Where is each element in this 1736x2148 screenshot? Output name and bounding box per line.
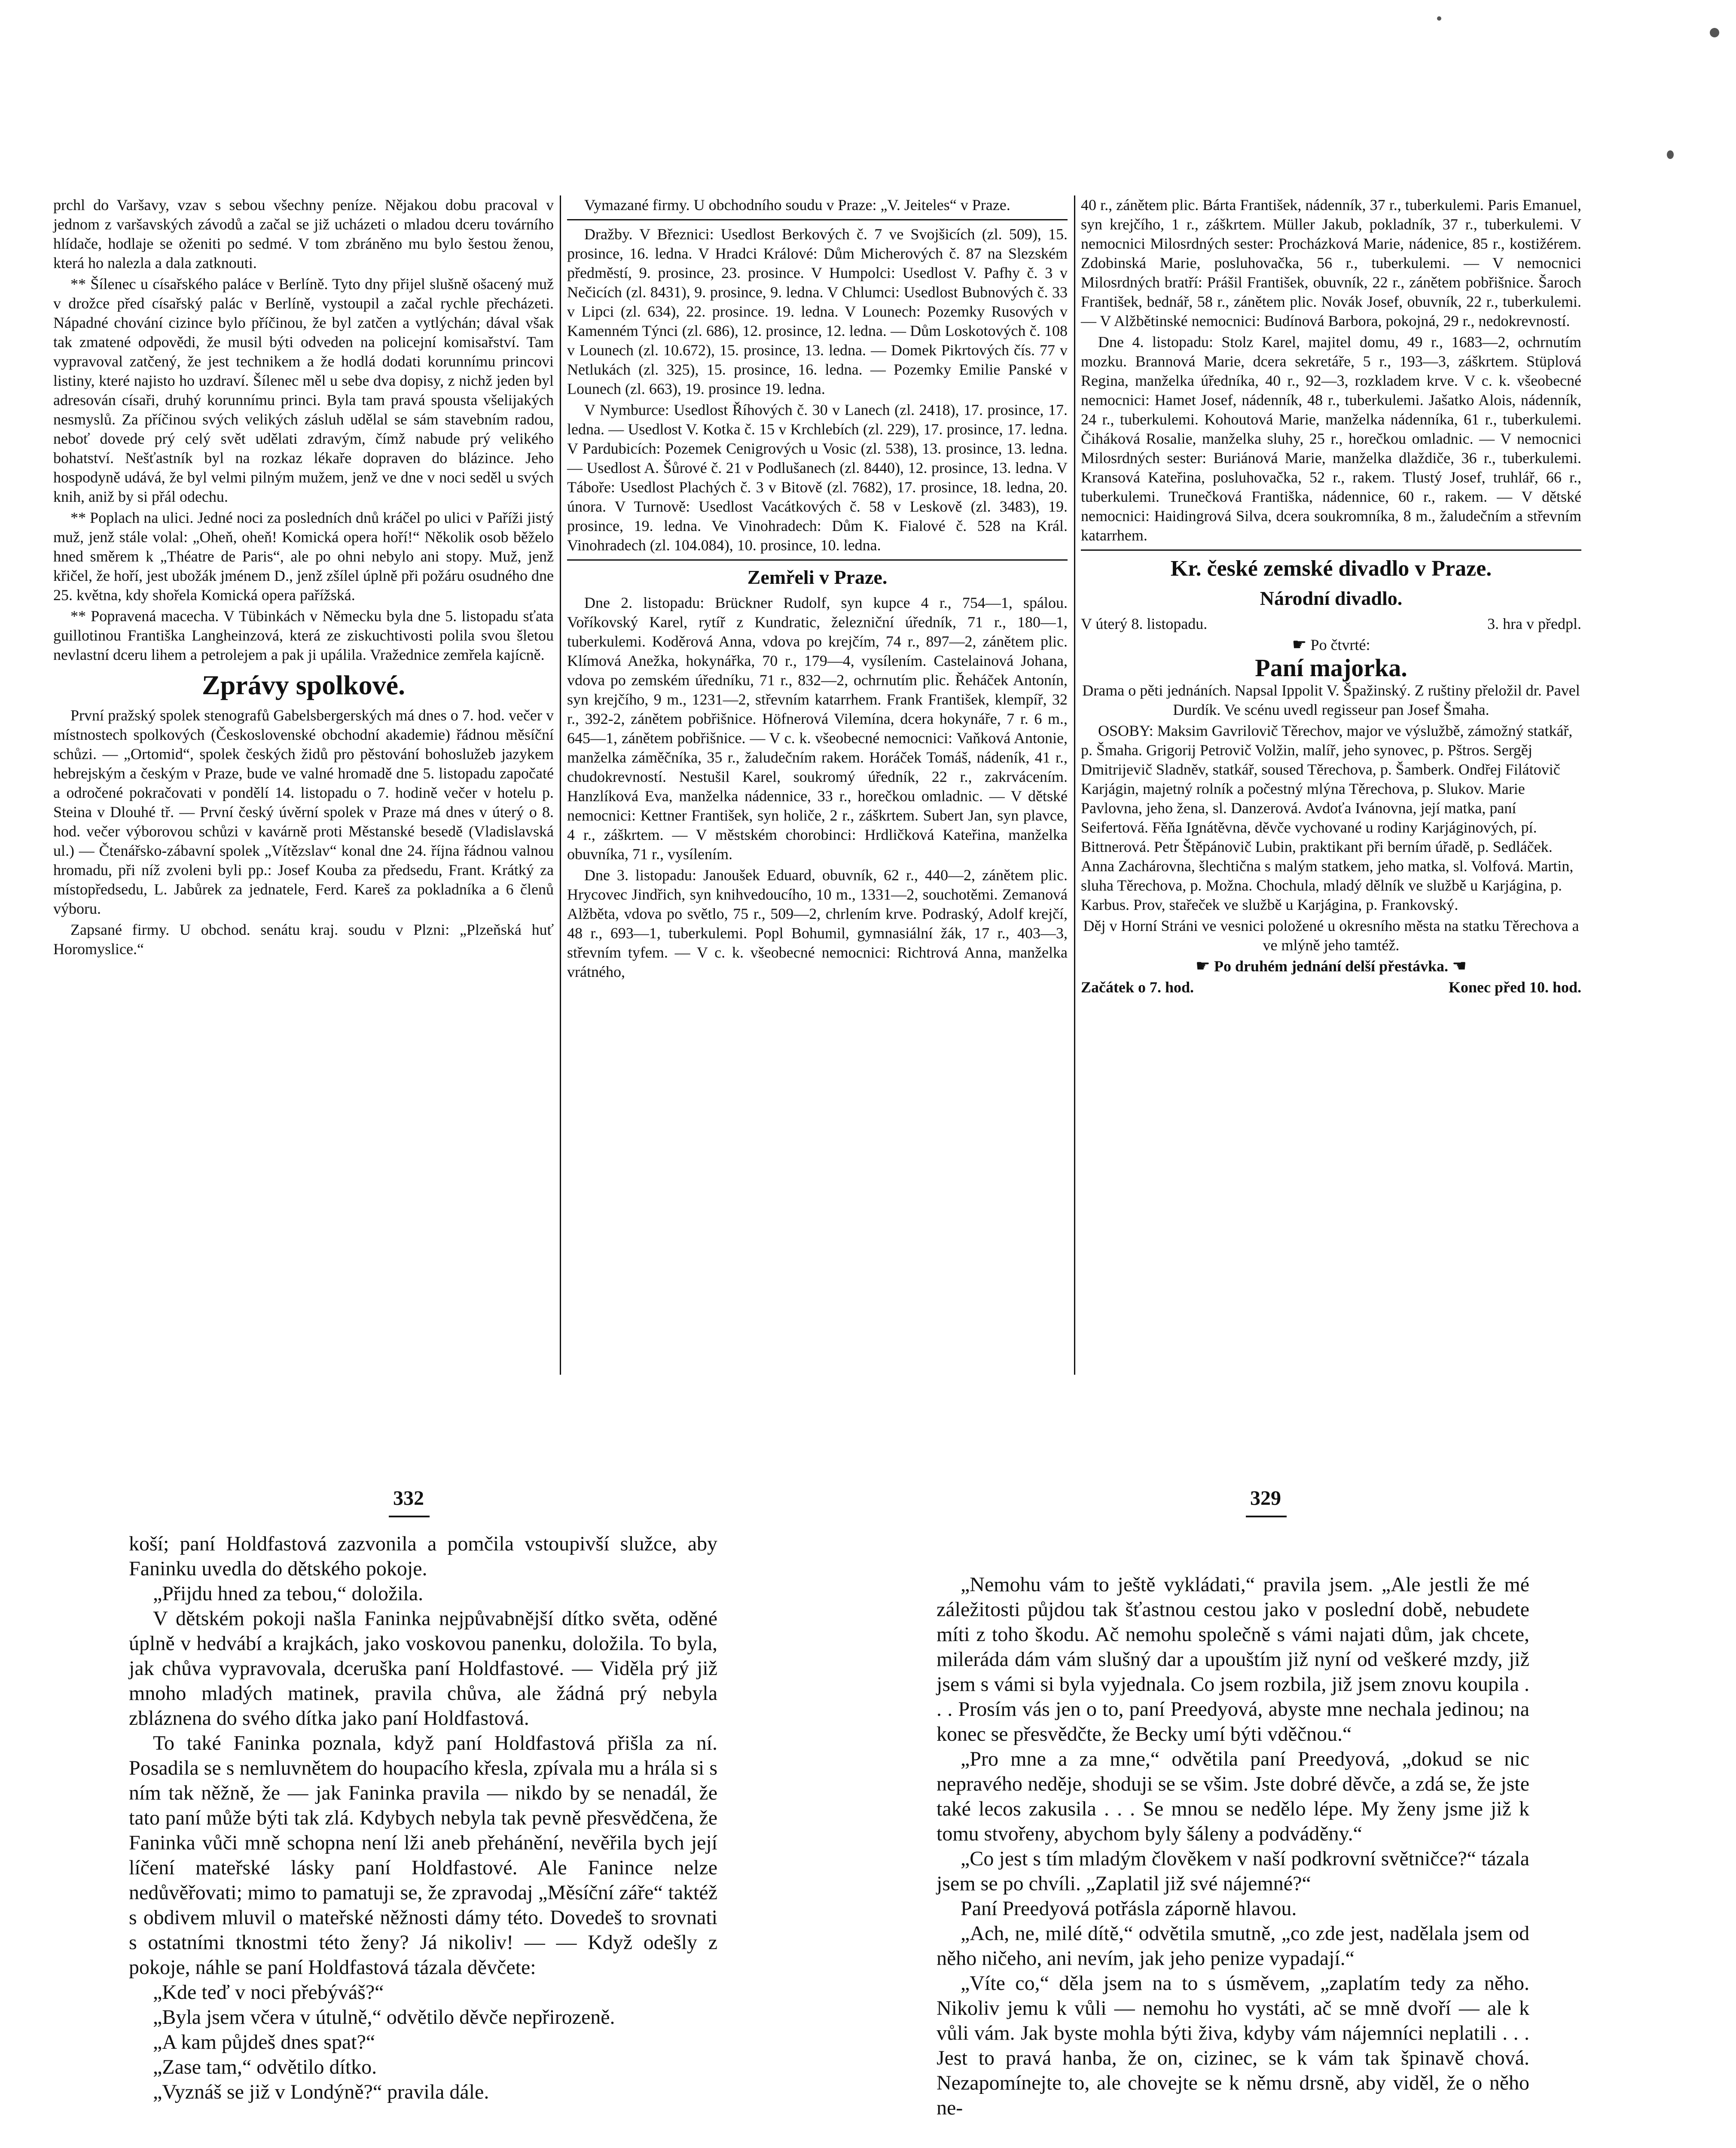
play-times: [1081, 978, 1581, 997]
page-number-left: 332: [393, 1487, 424, 1510]
top-column-2: [567, 195, 1068, 983]
novel-paragraph: V dětském pokoji našla Faninka nejpůvabnější dítko světa, oděné úplně v hedvábí a krajkách, jako voskovou panenku, doložila. To byla, jak chůva vypravovala, dceruška paní Holdfastové. — Viděla prý již mnoho mladých matinek, pravila chůva, ale žádná prý nebyla zbláznena do svého dítka jako paní Holdfastová.: [129, 1607, 717, 1730]
novel-paragraph: To také Faninka poznala, když paní Holdfastová přišla za ní. Posadila se s nemluvnětem do houpacího křesla, zpívala mu a hrála si s ním tak něžně, že — jak Faninka pravila — nikdo by se nenadál, že tato paní může býti tak zlá. Kdybych nebyla tak pevně přesvědčena, že Faninka vůči mně schopna není lži aneb přehánění, nevěřila bych její líčení mateřské lásky paní Holdfastové. Ale Fanince nelze nedůvěřovati; mimo to pamatuji se, že zpravodaj „Měsíční záře“ taktéž s obdivem mluvil o mateřské něžnosti dámy této. Dovedeš to srovnati s ostatními tknostmi této ženy? Já nikoliv! — — Když odešly z pokoje, náhle se paní Holdfastová tázala děvčete:: [129, 1732, 717, 1979]
news-paragraph: Vymazané firmy. U obchodního soudu v Praze: „V. Jeiteles“ v Praze.: [584, 196, 1010, 214]
page-number-underline: [1246, 1516, 1287, 1517]
theatre-announcement: [1081, 555, 1581, 997]
novel-paragraph: „Kde teď v noci přebýváš?“: [153, 1981, 384, 2004]
scan-speck: [1710, 28, 1719, 37]
novel-paragraph: koší; paní Holdfastová zazvonila a pomčila vstoupivší služce, aby Faninku uvedla do dětského pokoje.: [129, 1532, 717, 1580]
news-paragraph: Dne 3. listopadu: Janoušek Eduard, obuvník, 62 r., 440—2, zánětem plic. Hrycovec Jindřich, syn knihvedoucího, 10 m., 1331—2, souchotěmi. Zemanová Alžběta, vdova po světlo, 75 r., 509—2, chrlením krve. Podraský, Adolf krejčí, 48 r., 693—1, tuberkulemi. Popl Bohumil, gymnasiální žák, 17 r., 403—3, střevním tyfem. — V c. k. všeobecné nemocnici: Richtrová Anna, manželka vrátného,: [567, 867, 1068, 980]
scan-speck: [1437, 16, 1441, 21]
play-pause: ☛ Po druhém jednání delší přestávka. ☚: [1195, 957, 1467, 975]
play-description: Drama o pěti jednáních. Napsal Ippolit V. Špažinský. Z ruštiny přeložil dr. Pavel Durdík. Ve scénu uvedl regisseur pan Josef Šmaha.: [1082, 682, 1580, 718]
play-cast: OSOBY: Maksim Gavrilovič Těrechov, major ve výslužbě, zámožný statkář, p. Šmaha. Grigorij Petrovič Volžin, malíř, jeho synovec, p. Pštros. Sergěj Dmitrijevič Sladněv, statkář, soused Těrechova, p. Šamberk. Ondřej Filátovič Karjágin, majetný rolník a počestný mlýna Těrechova, p. Slukov. Marie Pavlovna, jeho žena, sl. Danzerová. Avdoťa Ivánovna, její matka, paní Seifertová. Fěňa Ignátěvna, děvče vychované u rodiny Karjáginových, pí. Bittnerová. Petr Štěpánovič Lubin, praktikant při berním úřadě, p. Sedláček. Anna Zachárovna, šlechtična s malým statkem, jeho matka, sl. Volfová. Martin, sluha Těrechova, p. Možna. Chochula, mladý dělník ve službě u Karjágina, p. Karbus. Prov, stařeček ve službě u Karjágina, p. Frankovský.: [1081, 722, 1574, 913]
novel-paragraph: „Víte co,“ děla jsem na to s úsměvem, „zaplatím tedy za něho. Nikoliv jemu k vůli — nemohu ho vystáti, ač se mně dvoří — ale k vůli vám. Jak byste mohla býti živa, kdyby vám nájemníci neplatili . . . Jest to pravá hanba, že on, cizinec, se k vám tak špinavě chová. Nezapomínejte to, ale chovejte se k němu drsně, aby viděl, že o něho ne-: [937, 1972, 1529, 2119]
theatre-subtitle: Národní divadlo.: [1260, 587, 1403, 609]
scan-speck: [1667, 150, 1674, 159]
news-paragraph: ** Šílenec u císařského paláce v Berlíně. Tyto dny přijel slušně ošacený muž v drožce před císařský palác v Berlíně, vystoupil a začal rychle přecházeti. Nápadné chování cizince bylo příčinou, že byl zatčen a vytlýchán; dával však tak zmatené odpovědi, že musil býti odveden na policejní komisařství. Tam vypravoval zatčený, že jest technikem a že hodlá dodati korunnímu princovi listiny, které najisto ho uzdraví. Šílenec měl u sebe dva dopisy, z nichž jeden byl adresován císaři, druhý korunnímu princi. Byla tam pravá spousta všelijakých nesmyslů. Za příčinou svých velikých zásluh udělal se sám stavebním radou, neboť dovede prý celý svět udělati zdravým, čímž nabude prý velikého bohatství. Nešťastník byl na rozkaz lékaře dopraven do blázince. Jeho hospodyně udává, že byl velmi pilným mužem, jenž ve dne v noci seděl u svých knih, aniž by si přál odechu.: [53, 275, 554, 505]
column-divider: [560, 195, 561, 1375]
news-paragraph: V Nymburce: Usedlost Říhových č. 30 v Lanech (zl. 2418), 17. prosince, 17. ledna. — Usedlost V. Kotka č. 15 v Krchlebích (zl. 229), 17. prosince, 17. ledna. V Pardubicích: Pozemek Cenigrových u Vosic (zl. 538), 13. prosince, 13. ledna. — Usedlost A. Šůrové č. 21 v Podlušanech (zl. 8440), 12. prosince, 13. ledna. V Táboře: Usedlost Plachých č. 3 v Bitově (zl. 7682), 17. prosince, 18. ledna, 20. února. V Turnově: Usedlost Vacátkových č. 58 v Leskově (zl. 3483), 19. prosince, 19. ledna. Ve Vinohradech: Dům K. Fialové č. 528 na Král. Vinohradech (zl. 104.084), 10. prosince, 10. ledna.: [567, 401, 1068, 554]
novel-paragraph: „A kam půjdeš dnes spat?“: [153, 2031, 375, 2053]
news-paragraph: Zapsané firmy. U obchod. senátu kraj. soudu v Plzni: „Plzeňská huť Horomyslice.“: [53, 921, 554, 958]
top-column-1: [53, 195, 554, 961]
theatre-date-row: [1081, 614, 1581, 634]
divider: [567, 219, 1068, 220]
play-end: Konec před 10. hod.: [1448, 979, 1581, 996]
novel-paragraph: „Přijdu hned za tebou,“ doložila.: [153, 1582, 424, 1605]
play-scene: Děj v Horní Stráni ve vesnici položené u okresního města na statku Těrechova a ve mlýně jeho tamtéž.: [1083, 917, 1579, 954]
play-title: Paní majorka.: [1255, 654, 1407, 682]
section-heading: Zprávy spolkové.: [202, 670, 405, 700]
column-divider: [1074, 195, 1075, 1375]
novel-paragraph: „Vyznáš se již v Londýně?“ pravila dále.: [153, 2081, 489, 2103]
divider: [1081, 549, 1581, 551]
pointing-hand-icon: ☚: [1452, 957, 1467, 975]
play-start: Začátek o 7. hod.: [1081, 979, 1194, 996]
pointing-hand-icon: ☛: [1292, 636, 1307, 654]
news-paragraph: Dne 4. listopadu: Stolz Karel, majitel domu, 49 r., 1683—2, ochrnutím mozku. Brannová Marie, dcera sekretáře, 5 r., 193—3, záškrtem. Stüplová Regina, manželka úředníka, 40 r., 92—3, rozkladem krve. V c. k. všeobecné nemocnici: Hamet Josef, nádenník, 48 r., tuberkulemi. Jašatko Alois, nádenník, 24 r., tuberkulemi. Kohoutová Marie, manželka nádenníka, 61 r., tuberkulemi. Čiháková Rosalie, manželka sluhy, 25 r., horečkou omladnic. — V nemocnici Milosrdných sester: Buriánová Marie, manželka dlaždiče, 36 r., tuberkulemi. Kransová Kateřina, posluhovačka, 52 r., rakem. Tlustý Josef, truhlář, 66 r., tuberkulemi. Trunečková Františka, nádennice, 60 r., rakem. — V dětské nemocnici: Haidingrová Silva, dcera soukromníka, 8 m., žaludečním a střevním katarrhem.: [1081, 333, 1581, 544]
novel-paragraph: „Ach, ne, milé dítě,“ odvětila smutně, „co zde jest, nadělala jsem od něho ničeho, ani nevím, jak jeho penize vypadají.“: [937, 1922, 1529, 1970]
theatre-date: V úterý 8. listopadu.: [1081, 615, 1208, 632]
news-paragraph: ** Popravená macecha. V Tübinkách v Německu byla dne 5. listopadu sťata guillotinou Františka Langheinzová, která ze ziskuchtivosti polila svou šletou nevlastní dceru lihem a petrolejem a pak ji upálila. Vražednice zemřela kajícně.: [53, 607, 554, 663]
novel-page-right: [937, 1572, 1529, 2121]
top-column-3: [1081, 195, 1581, 999]
news-paragraph: První pražský spolek stenografů Gabelsbergerských má dnes o 7. hod. večer v místnostech spolkových (Československé obchodní akademie) řádnou měsíční schůzi. — „Ortomid“, spolek českých židů pro pěstování bohoslužeb jazykem hebrejským a českým v Praze, bude ve valné hromadě dne 5. listopadu započaté a odročené pokračovati v pondělí 14. listopadu o 7. hodině večer v hotelu p. Steina v Dlouhé tř. — První český úvěrní spolek v Praze má dnes v úterý o 8. hod. večer výborovou schůzi v kavárně proti Městanské besedě (Vladislavská ul.) — Čtenářsko-zábavní spolek „Vítězslav“ konal dne 24. října řádnou valnou hromadu, při níž zvoleni byli pp.: Josef Kouba za předsedu, Frant. Krátký za místopředsedu, L. Jabůrek za jednatele, Ferd. Kareš za pokladníka a 6 členů výboru.: [53, 707, 554, 917]
novel-paragraph: „Co jest s tím mladým člověkem v naší podkrovní světničce?“ tázala jsem se po chvíli. „Zaplatil již své nájemné?“: [937, 1847, 1529, 1895]
novel-paragraph: „Zase tam,“ odvětilo dítko.: [153, 2056, 377, 2078]
pointing-hand-icon: ☛: [1195, 957, 1210, 975]
section-heading: Zemřeli v Praze.: [747, 566, 888, 588]
news-paragraph: Dražby. V Březnici: Usedlost Berkových č. 7 ve Svojšicích (zl. 509), 15. prosince, 16. ledna. V Hradci Králové: Dům Micherových č. 87 na Slezském předměstí, 9. prosince, 23. prosince. V Humpolci: Usedlost V. Pafhy č. 3 v Nečicích (zl. 8431), 9. prosince, 9. ledna. V Chlumci: Usedlost Bubnových č. 33 v Lipci (zl. 634), 22. prosince. 19. ledna. V Lounech: Pozemky Rusových v Kamenném Týnci (zl. 686), 12. prosince, 12. ledna. — Dům Loskotových č. 108 v Lounech (zl. 10.672), 15. prosince, 13. ledna. — Domek Pikrtových čís. 77 v Netlukách (zl. 325), 15. prosince, 16. ledna. — Pozemky Emilie Panské v Lounech (zl. 663), 19. prosince 19. ledna.: [567, 226, 1068, 397]
novel-page-left: [129, 1532, 717, 2105]
news-paragraph: 40 r., zánětem plic. Bárta František, nádenník, 37 r., tuberkulemi. Paris Emanuel, syn krejčího, 1 r., záškrtem. Müller Jakub, pokladník, 37 r., tuberkulemi. V nemocnici Milosrdných sester: Procházková Marie, nádenice, 85 r., kostižérem. Zdobinská Marie, posluhovačka, 56 r., tuberkulemi. — V nemocnici Milosrdných bratří: Prášil František, obuvník, 22 r., zánětem pobřišnice. Šaroch František, bednář, 58 r., zánětem plic. Novák Josef, obuvník, 22 r., tuberkulemi. — V Alžbětinské nemocnici: Budínová Barbora, pokojná, 29 r., nedokrevností.: [1081, 196, 1581, 330]
page-number-underline: [389, 1516, 430, 1517]
novel-paragraph: „Byla jsem včera v útulně,“ odvětilo děvče nepřirozeně.: [153, 2006, 615, 2029]
novel-paragraph: „Pro mne a za mne,“ odvětila paní Preedyová, „dokud se nic nepravého neděje, shoduji se se všim. Jste dobré děvče, a zdá se, že jste také lecos zakusila . . . Se mnou se nedělo lépe. My ženy jsme již k tomu stvořeny, abychom byly šáleny a podváděny.“: [937, 1748, 1529, 1845]
news-paragraph: Dne 2. listopadu: Brückner Rudolf, syn kupce 4 r., 754—1, spálou. Voříkovský Karel, rytíř z Kundratic, železniční úředník, 71 r., 180—1, tuberkulemi. Koděrová Anna, vdova po krejčím, 74 r., 897—2, zánětem plic. Klímová Anežka, hokynářka, 70 r., 179—4, vysílením. Castelainová Johana, vdova po zemském úředníku, 71 r., 832—2, ochrnutím plic. Řeháček Antonín, syn krejčího, 9 m., 1231—2, střevním katarrhem. Frank František, klempíř, 32 r., 392-2, zánětem pobřišnice. Höfnerová Vilemína, dcera hokynáře, 7 r. 6 m., 645—1, zánětem pobřišnice. — V c. k. všeobecné nemocnici: Vaňková Antonie, manželka záměčníka, 35 r., žaludečním rakem. Horáček Tomáš, nádeník, 41 r., chudokrevností. Nestušil Karel, soukromý úředník, 22 r., zakrvácením. Hanzlíková Eva, manželka nádennice, 33 r., horečkou omladnic. — V dětské nemocnici: Kettner František, syn holiče, 2 r., záškrtem. Subert Jan, syn plavce, 4 r., záškrtem. — V městském chorobinci: Hrdličková Kateřina, manželka obuvníka, 71 r., vysílením.: [567, 594, 1068, 863]
news-paragraph: prchl do Varšavy, vzav s sebou všechny peníze. Nějakou dobu pracoval v jednom z varšavských závodů a začal se již ucházeti o mladou dceru továrního hlídače, hodlaje se oženiti po sedmé. V tom zbráněno mu bylo šestou ženou, která ho nalezla a dala zatknouti.: [53, 196, 554, 272]
page-number-right: 329: [1250, 1487, 1281, 1510]
theatre-thursday: ☛ Po čtvrté:: [1292, 636, 1370, 654]
theatre-performance: 3. hra v předpl.: [1487, 615, 1581, 632]
theatre-title: Kr. české zemské divadlo v Praze.: [1170, 556, 1492, 581]
novel-paragraph: Paní Preedyová potřásla záporně hlavou.: [961, 1897, 1297, 1920]
novel-paragraph: „Nemohu vám to ještě vykládati,“ pravila jsem. „Ale jestli že mé záležitosti půjdou tak šťastnou cestou jako v poslední době, nebudete míti z toho škodu. Ač nemohu společně s vámi najati dům, jak chcete, milerádа dám vám slušný dar a upouštím již nyní od veškeré mzdy, již jsem s vámi si byla vyjednala. Co jsem rozbila, již jsem znovu koupila . . . Prosím vás jen o to, paní Preedyová, abyste mne nechala jedinou; na konec se přesvědčte, že Becky umí býti vděčnou.“: [937, 1573, 1529, 1745]
divider: [567, 559, 1068, 561]
news-paragraph: ** Poplach na ulici. Jedné noci za posledních dnů kráčel po ulici v Paříži jistý muž, jenž stále volal: „Oheň, oheň! Komická opera hoří!“ Několik osob běželo hned směrem k „Théatre de Paris“, ale po ohni nebylo ani stopy. Muž, jenž křičel, že hoří, jest ubožák jménem D., jenž zšílel úplně při požáru osudného dne 25. května, kdy shořela Komická opera pařížská.: [53, 509, 554, 604]
